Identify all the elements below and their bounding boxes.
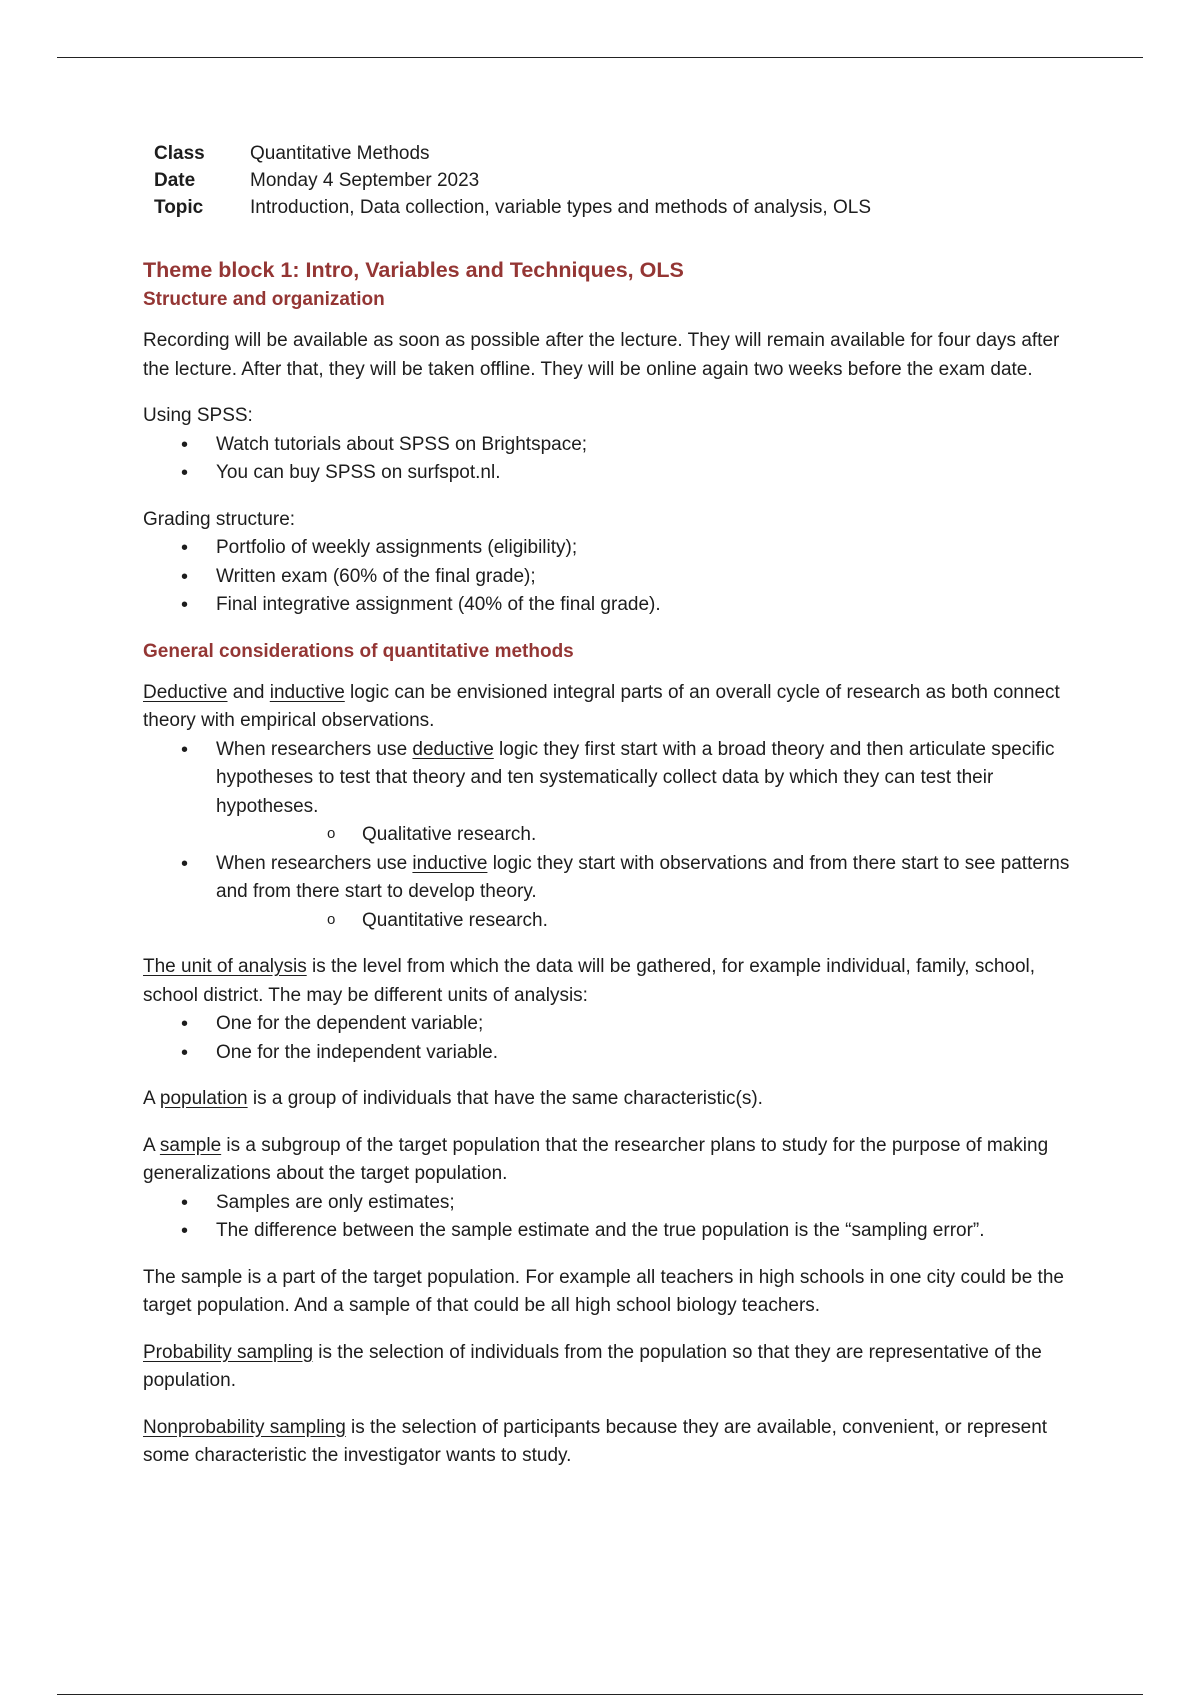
document-page [143,142,1073,1489]
topic-value: Introduction, Data collection, variable types and methods of analysis, OLS [250,197,872,218]
logic-paragraph: Deductive and inductive logic can be envisioned integral parts of an overall cycle of research as both connect theory with empirical observations. [143,681,1060,731]
date-label: Date [154,170,196,191]
sub-list-item: o Qualitative research. [216,821,1073,850]
unit-list [143,1010,1073,1067]
date-value: Monday 4 September 2023 [250,170,480,191]
structure-heading: Structure and organization [143,289,385,310]
list-item: • You can buy SPSS on surfspot.nl. [143,459,1073,488]
probability-paragraph: Probability sampling is the selection of individuals from the population so that they are representative of the population. [143,1341,1042,1391]
footer-rule [57,1694,1143,1695]
term-population: population [159,1088,248,1109]
list-item: • One for the independent variable. [143,1039,1073,1068]
sample-example-paragraph: The sample is a part of the target population. For example all teachers in high schools in one city could be the target population. And a sample of that could be all high school biology teachers. [143,1266,1064,1316]
spss-list [143,431,1073,488]
theme-title: Theme block 1: Intro, Variables and Techniques, OLS [143,258,684,282]
recording-paragraph: Recording will be available as soon as possible after the lecture. They will remain available for four days after the lecture. After that, they will be taken offline. They will be online again two weeks before the exam date. [143,330,1060,380]
list-item: • When researchers use deductive logic they first start with a broad theory and then articulate specific hypotheses to test that theory and ten systematically collect data by which they can test their hypotheses. o Qualitative research. [143,736,1073,850]
nonprobability-paragraph: Nonprobability sampling is the selection of participants because they are available, convenient, or represent some characteristic the investigator wants to study. [143,1416,1048,1466]
list-item: • Final integrative assignment (40% of the final grade). [143,591,1073,620]
term-deductive: Deductive [143,681,228,703]
sample-list [143,1189,1073,1246]
list-item: • Watch tutorials about SPSS on Brightspace; [143,431,1073,460]
header-rule [57,57,1143,58]
list-item: • Written exam (60% of the final grade); [143,563,1073,592]
sample-paragraph: A sample is a subgroup of the target population that the researcher plans to study for the purpose of making generalizations about the target population. [143,1134,1049,1184]
logic-list [143,736,1073,936]
sub-list [216,821,1073,850]
list-item: • When researchers use inductive logic they start with observations and from there start to see patterns and from there start to develop theory. o Quantitative research. [143,850,1073,936]
list-item: • Samples are only estimates; [143,1189,1073,1218]
spss-intro: Using SPSS: [143,405,253,426]
list-item: • The difference between the sample estimate and the true population is the “sampling error”. [143,1217,1073,1246]
sub-list-item: o Quantitative research. [216,907,1073,936]
general-heading: General considerations of quantitative methods [143,640,574,662]
term-nonprobability-sampling: Nonprobability sampling [143,1416,346,1438]
meta-table [154,142,1073,219]
list-item: • Portfolio of weekly assignments (eligibility); [143,534,1073,563]
term-probability-sampling: Probability sampling [143,1341,314,1363]
term-unit-of-analysis: The unit of analysis [143,956,307,977]
term-sample: sample [159,1134,222,1156]
term-inductive: inductive [269,681,345,703]
topic-label: Topic [154,197,204,218]
unit-paragraph: The unit of analysis is the level from which the data will be gathered, for example individual, family, school, school district. The may be different units of analysis: [143,956,1036,1006]
grading-intro: Grading structure: [143,508,296,530]
population-paragraph: A population is a group of individuals that have the same characteristic(s). [143,1088,763,1109]
grading-list [143,534,1073,620]
list-item: • One for the dependent variable; [143,1010,1073,1039]
class-label: Class [154,143,205,164]
sub-list [216,907,1073,936]
class-value: Quantitative Methods [250,143,430,164]
